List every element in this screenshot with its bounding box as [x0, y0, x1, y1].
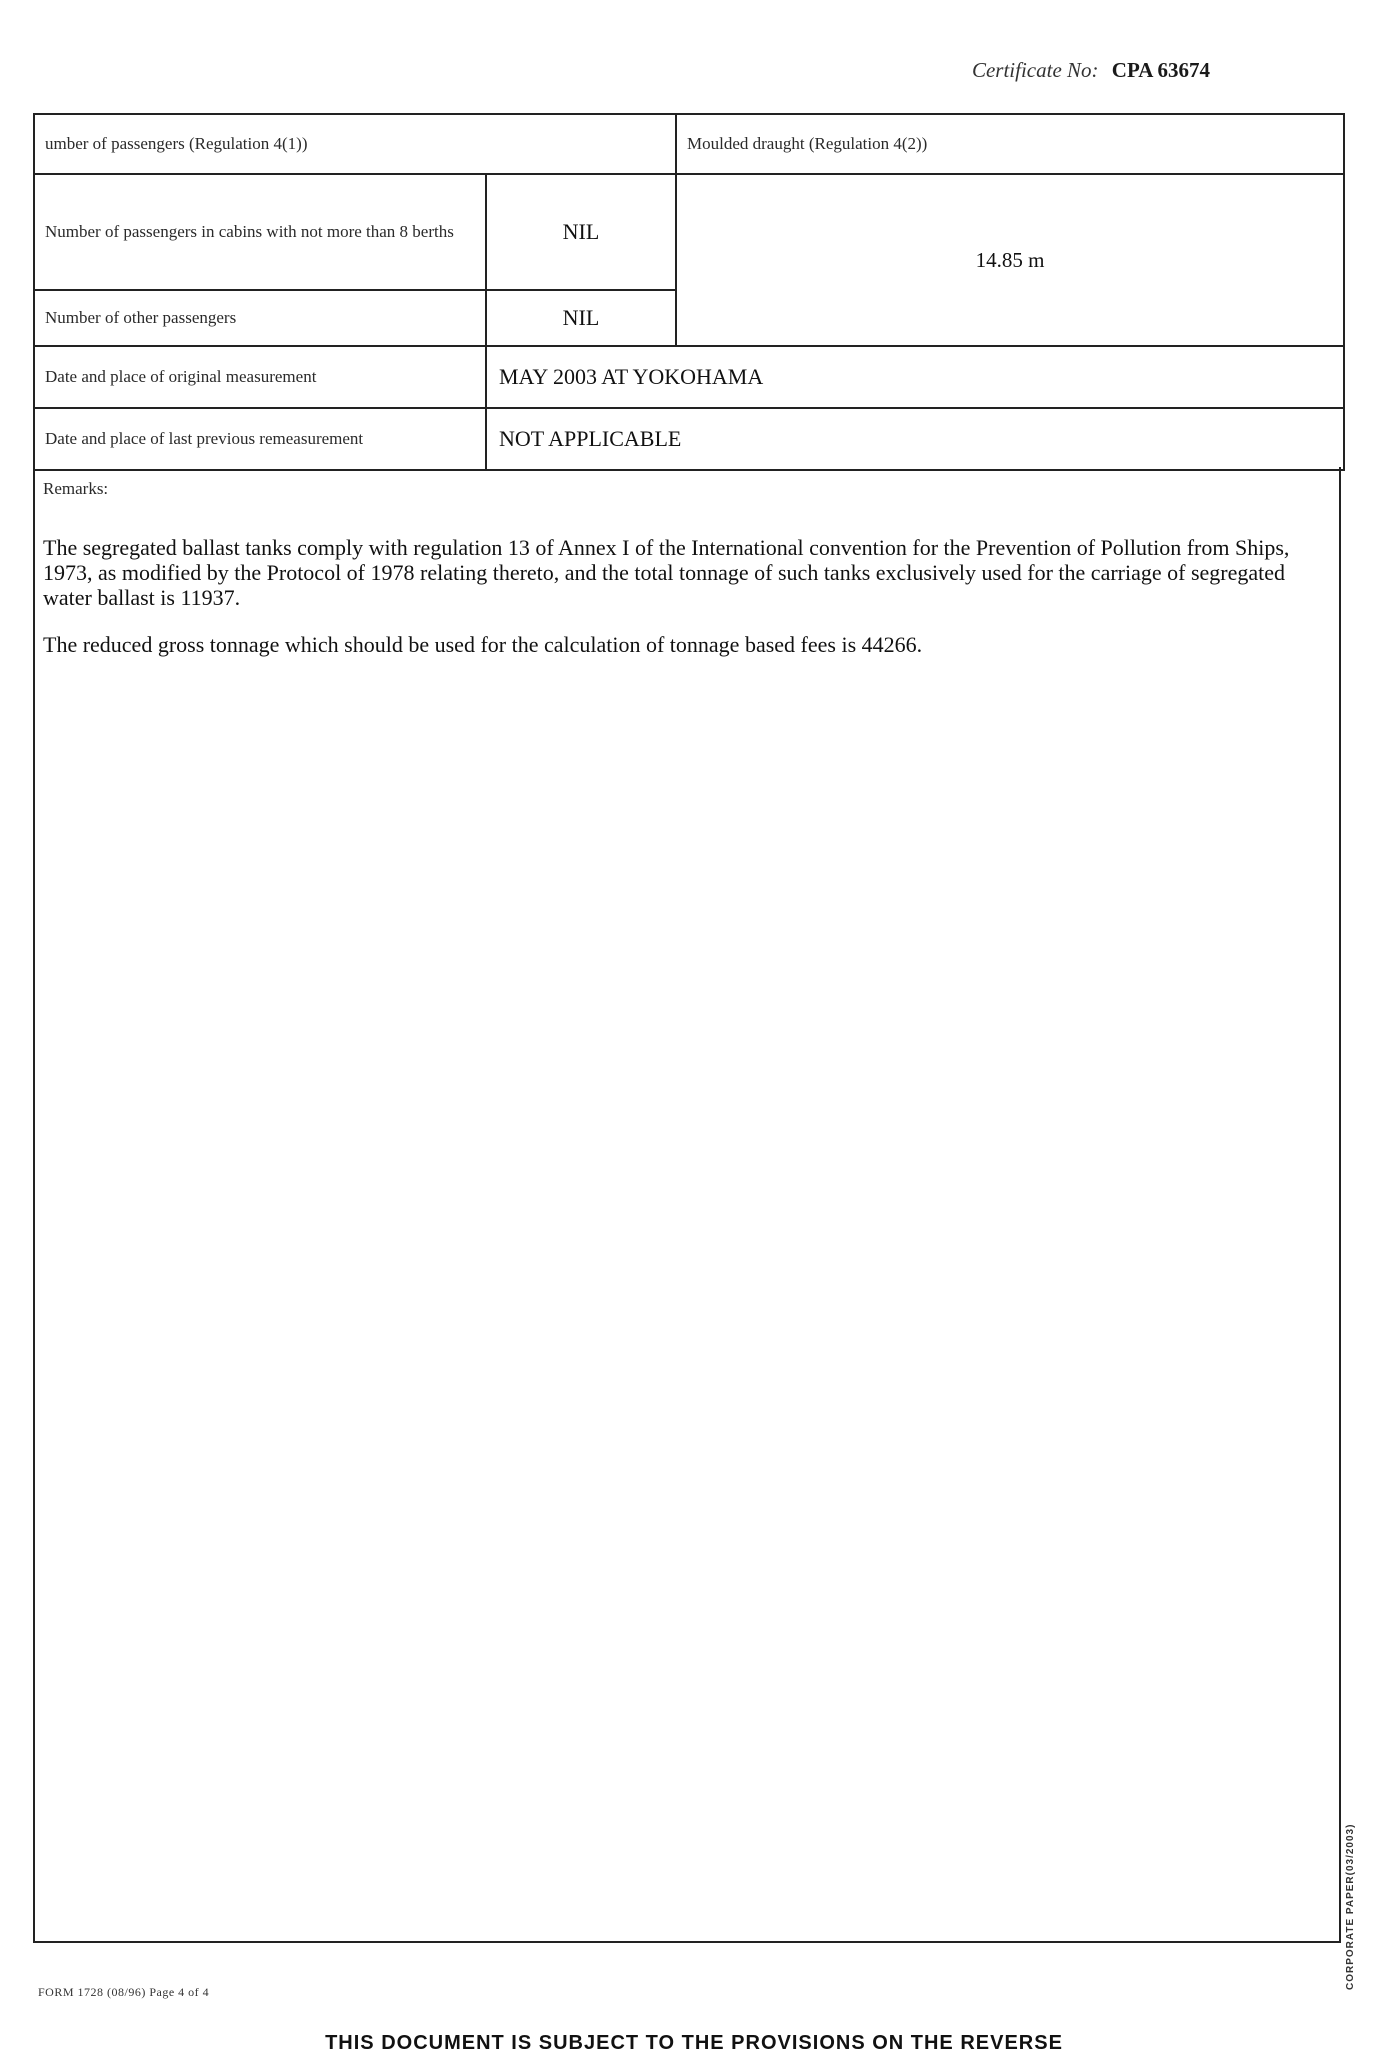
- passengers-section-header: umber of passengers (Regulation 4(1)): [34, 114, 676, 174]
- moulded-draught-value: 14.85 m: [676, 174, 1344, 346]
- remarks-box: [33, 467, 1341, 1943]
- reverse-provisions-notice: THIS DOCUMENT IS SUBJECT TO THE PROVISIONS ON THE REVERSE: [325, 2032, 1063, 2054]
- original-measurement-value: MAY 2003 AT YOKOHAMA: [486, 346, 1344, 408]
- draught-section-header: Moulded draught (Regulation 4(2)): [676, 114, 1344, 174]
- remarks-text: [43, 535, 1331, 679]
- previous-remeasurement-label: Date and place of last previous remeasurement: [34, 408, 486, 470]
- certificate-number-label: Certificate No:: [971, 58, 1099, 82]
- remarks-label: Remarks:: [43, 479, 109, 498]
- previous-remeasurement-value: NOT APPLICABLE: [486, 408, 1344, 470]
- certificate-number-value: CPA 63674: [1111, 58, 1210, 82]
- cabin-passengers-value: NIL: [486, 174, 676, 290]
- tonnage-details-table: [33, 113, 1345, 471]
- remarks-paragraph: The segregated ballast tanks comply with regulation 13 of Annex I of the International convention for the Prevention of Pollution from Ships, 1973, as modified by the Protocol of 1978 relating thereto, and the total tonnage of such tanks exclusively used for the carriage of segregated water ballast is 11937.: [43, 535, 1290, 610]
- remarks-paragraph: The reduced gross tonnage which should be used for the calculation of tonnage based fees is 44266.: [43, 632, 923, 657]
- paper-stock-label: CORPORATE PAPER(03/2003): [1345, 1823, 1356, 1990]
- cabin-passengers-label: Number of passengers in cabins with not more than 8 berths: [34, 174, 486, 290]
- other-passengers-value: NIL: [486, 290, 676, 346]
- certificate-number-header: [972, 58, 1210, 83]
- original-measurement-label: Date and place of original measurement: [34, 346, 486, 408]
- other-passengers-label: Number of other passengers: [34, 290, 486, 346]
- form-identifier: FORM 1728 (08/96) Page 4 of 4: [38, 1985, 210, 1999]
